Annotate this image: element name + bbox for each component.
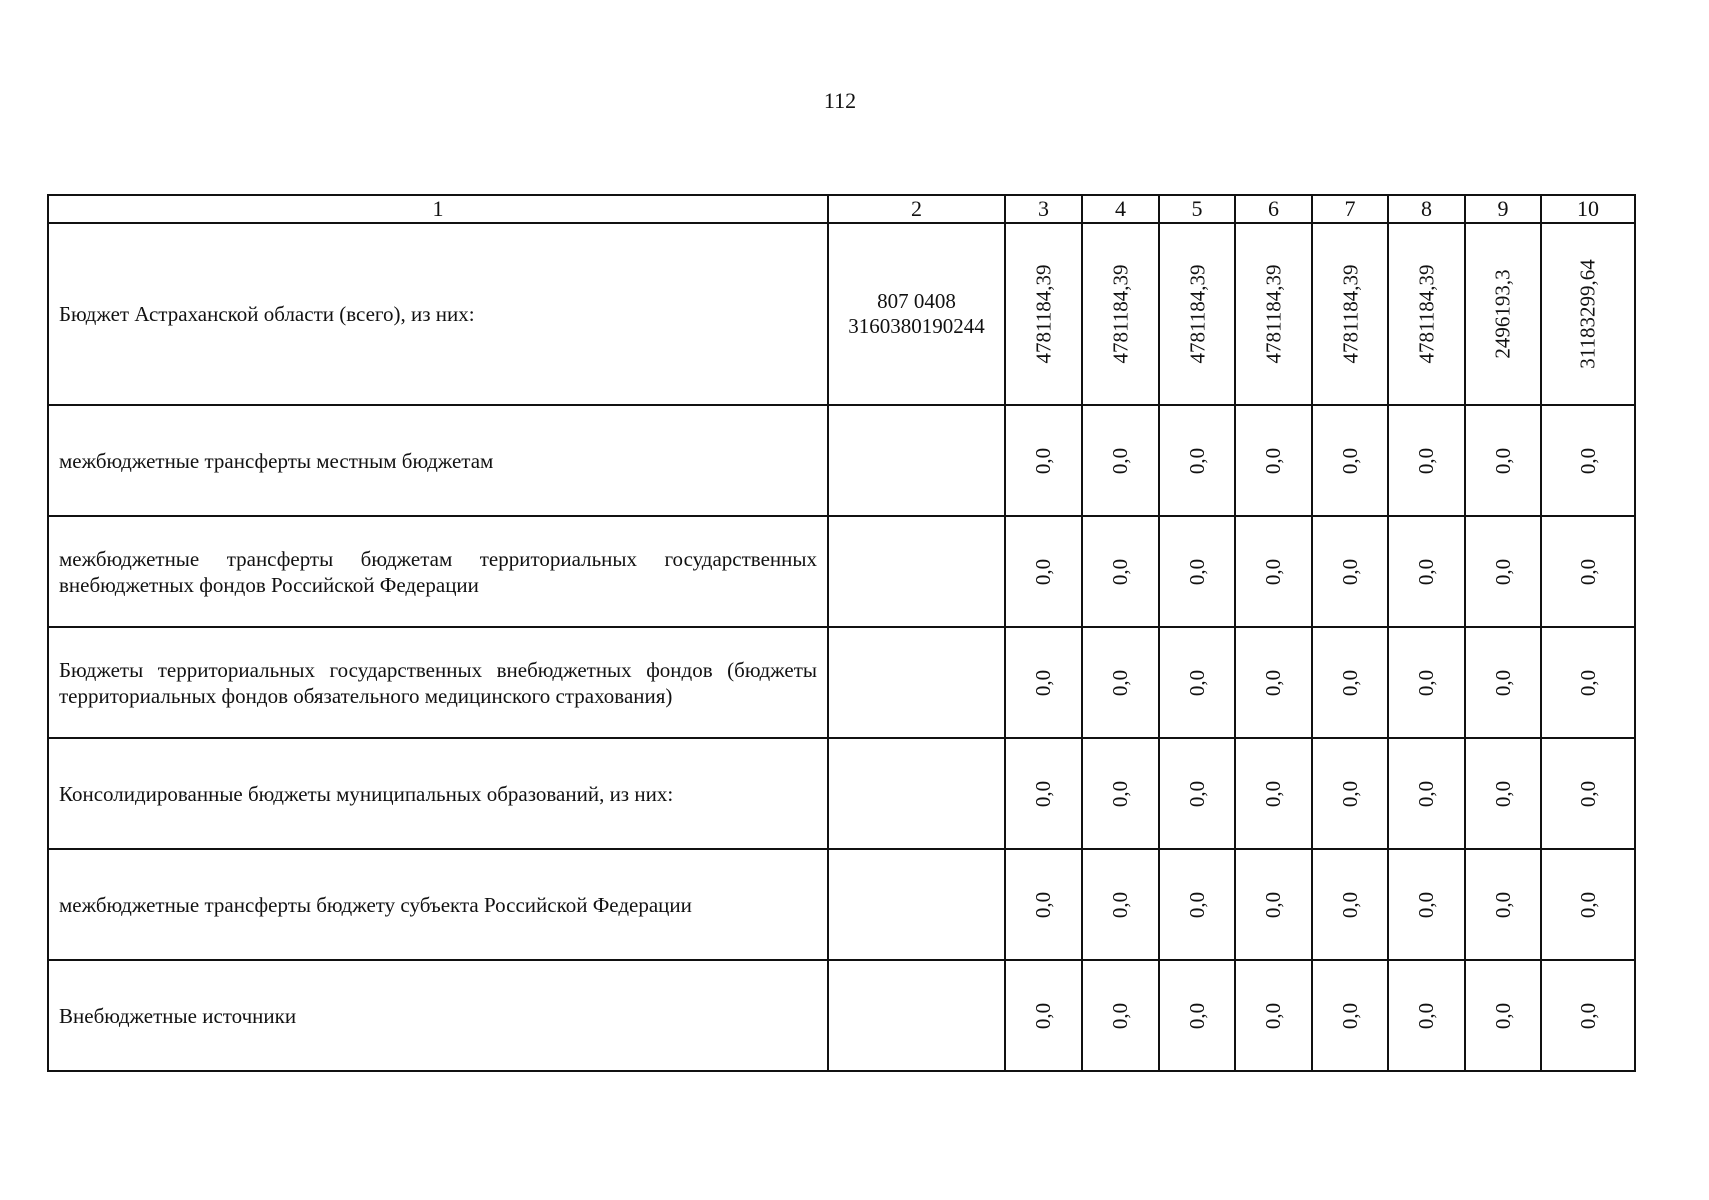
value-cell-col-4 [1082, 516, 1159, 627]
row-code-line1: 807 0408 [877, 289, 956, 313]
value-text: 0,0 [1185, 669, 1209, 696]
column-header-8: 8 [1388, 195, 1465, 223]
table-row [48, 405, 1635, 516]
value-text: 0,0 [1185, 447, 1209, 474]
value-text: 4781184,39 [1031, 264, 1056, 364]
value-text: 0,0 [1491, 780, 1515, 807]
value-text: 0,0 [1491, 669, 1515, 696]
value-text: 0,0 [1338, 1002, 1362, 1029]
value-text: 0,0 [1185, 1002, 1209, 1029]
value-text: 0,0 [1576, 669, 1600, 696]
table-row [48, 849, 1635, 960]
value-cell-col-10 [1541, 849, 1635, 960]
value-text: 0,0 [1108, 891, 1133, 918]
value-cell-col-6 [1235, 516, 1312, 627]
value-cell-col-7 [1312, 738, 1388, 849]
value-cell-col-9 [1465, 849, 1541, 960]
value-cell-col-3 [1005, 223, 1082, 405]
value-text: 0,0 [1491, 558, 1515, 585]
value-cell-col-10 [1541, 516, 1635, 627]
value-cell-col-6 [1235, 960, 1312, 1071]
value-text: 0,0 [1414, 669, 1439, 696]
value-cell-col-3 [1005, 849, 1082, 960]
value-text: 0,0 [1108, 669, 1133, 696]
value-text: 4781184,39 [1185, 264, 1210, 364]
value-cell-col-3 [1005, 516, 1082, 627]
value-cell-col-10 [1541, 960, 1635, 1071]
value-cell-col-8 [1388, 516, 1465, 627]
row-code [828, 738, 1005, 849]
value-text: 0,0 [1414, 891, 1439, 918]
value-cell-col-4 [1082, 405, 1159, 516]
value-cell-col-6 [1235, 405, 1312, 516]
table-row [48, 627, 1635, 738]
value-text: 0,0 [1031, 669, 1056, 696]
row-code-line2: 3160380190244 [848, 314, 985, 338]
row-name: Консолидированные бюджеты муниципальных образований, из них: [48, 738, 828, 849]
value-cell-col-7 [1312, 405, 1388, 516]
value-cell-col-4 [1082, 738, 1159, 849]
value-text: 0,0 [1576, 1002, 1600, 1029]
table-body [48, 223, 1635, 1071]
value-text: 0,0 [1031, 447, 1056, 474]
row-name: межбюджетные трансферты бюджету субъекта Российской Федерации [48, 849, 828, 960]
column-header-10: 10 [1541, 195, 1635, 223]
column-header-7: 7 [1312, 195, 1388, 223]
value-cell-col-4 [1082, 627, 1159, 738]
value-cell-col-10 [1541, 738, 1635, 849]
value-text: 0,0 [1338, 447, 1362, 474]
value-cell-col-8 [1388, 405, 1465, 516]
row-code [828, 516, 1005, 627]
value-cell-col-10 [1541, 627, 1635, 738]
value-cell-col-8 [1388, 960, 1465, 1071]
value-cell-col-6 [1235, 627, 1312, 738]
value-text: 0,0 [1261, 558, 1286, 585]
budget-table [47, 194, 1636, 1072]
value-cell-col-6 [1235, 223, 1312, 405]
value-text: 0,0 [1185, 558, 1209, 585]
value-text: 0,0 [1414, 780, 1439, 807]
row-code [828, 405, 1005, 516]
value-text: 0,0 [1338, 780, 1362, 807]
value-text: 0,0 [1576, 447, 1600, 474]
value-text: 4781184,39 [1261, 264, 1286, 364]
value-text: 0,0 [1031, 1002, 1056, 1029]
value-cell-col-5 [1159, 223, 1235, 405]
value-cell-col-4 [1082, 223, 1159, 405]
value-cell-col-10 [1541, 405, 1635, 516]
column-header-9: 9 [1465, 195, 1541, 223]
value-cell-col-4 [1082, 849, 1159, 960]
value-cell-col-5 [1159, 405, 1235, 516]
value-cell-col-9 [1465, 627, 1541, 738]
value-cell-col-6 [1235, 849, 1312, 960]
value-cell-col-7 [1312, 516, 1388, 627]
value-cell-col-8 [1388, 849, 1465, 960]
page-number: 112 [823, 88, 857, 113]
table-row [48, 516, 1635, 627]
value-text: 0,0 [1108, 447, 1133, 474]
value-text: 0,0 [1414, 558, 1439, 585]
row-name: Бюджеты территориальных государственных внебюджетных фондов (бюджеты территориальных фондов обязательного медицинского страхования) [48, 627, 828, 738]
value-cell-col-3 [1005, 627, 1082, 738]
value-text: 4781184,39 [1414, 264, 1439, 364]
value-text: 0,0 [1185, 780, 1209, 807]
value-cell-col-3 [1005, 738, 1082, 849]
value-text: 0,0 [1338, 558, 1362, 585]
row-name: межбюджетные трансферты местным бюджетам [48, 405, 828, 516]
value-cell-col-3 [1005, 960, 1082, 1071]
value-cell-col-5 [1159, 849, 1235, 960]
value-text: 0,0 [1185, 891, 1209, 918]
value-cell-col-5 [1159, 516, 1235, 627]
column-header-3: 3 [1005, 195, 1082, 223]
value-cell-col-6 [1235, 738, 1312, 849]
value-text: 4781184,39 [1338, 264, 1363, 364]
value-text: 0,0 [1108, 1002, 1133, 1029]
value-text: 0,0 [1338, 891, 1362, 918]
value-text: 0,0 [1261, 780, 1286, 807]
header-row [48, 195, 1635, 223]
value-text: 0,0 [1261, 1002, 1286, 1029]
row-code [828, 223, 1005, 405]
row-code [828, 627, 1005, 738]
value-text: 0,0 [1576, 780, 1600, 807]
value-text: 0,0 [1261, 447, 1286, 474]
row-code [828, 960, 1005, 1071]
value-text: 0,0 [1338, 669, 1362, 696]
value-cell-col-9 [1465, 223, 1541, 405]
value-text: 0,0 [1261, 891, 1286, 918]
value-cell-col-3 [1005, 405, 1082, 516]
value-text: 0,0 [1491, 447, 1515, 474]
value-cell-col-8 [1388, 738, 1465, 849]
value-cell-col-8 [1388, 223, 1465, 405]
value-cell-col-5 [1159, 738, 1235, 849]
value-cell-col-5 [1159, 627, 1235, 738]
value-text: 0,0 [1576, 558, 1600, 585]
value-text: 0,0 [1491, 1002, 1515, 1029]
value-cell-col-7 [1312, 960, 1388, 1071]
value-cell-col-7 [1312, 849, 1388, 960]
value-cell-col-9 [1465, 960, 1541, 1071]
column-header-2: 2 [828, 195, 1005, 223]
value-cell-col-9 [1465, 405, 1541, 516]
value-cell-col-4 [1082, 960, 1159, 1071]
value-text: 0,0 [1576, 891, 1600, 918]
value-text: 4781184,39 [1108, 264, 1133, 364]
table-row [48, 223, 1635, 405]
row-name: Бюджет Астраханской области (всего), из них: [48, 223, 828, 405]
column-header-6: 6 [1235, 195, 1312, 223]
row-name: Внебюджетные источники [48, 960, 828, 1071]
value-text: 2496193,3 [1491, 269, 1515, 359]
value-cell-col-7 [1312, 627, 1388, 738]
row-name: межбюджетные трансферты бюджетам территориальных государственных внебюджетных фондов Российской Федерации [48, 516, 828, 627]
value-cell-col-9 [1465, 738, 1541, 849]
value-text: 0,0 [1414, 447, 1439, 474]
value-cell-col-7 [1312, 223, 1388, 405]
value-text: 0,0 [1031, 891, 1056, 918]
column-header-1: 1 [48, 195, 828, 223]
table-row [48, 738, 1635, 849]
value-text: 0,0 [1261, 669, 1286, 696]
value-text: 0,0 [1491, 891, 1515, 918]
value-text: 0,0 [1031, 558, 1056, 585]
row-code [828, 849, 1005, 960]
value-text: 0,0 [1108, 558, 1133, 585]
value-text: 31183299,64 [1576, 259, 1601, 369]
value-cell-col-8 [1388, 627, 1465, 738]
value-cell-col-10 [1541, 223, 1635, 405]
value-text: 0,0 [1414, 1002, 1439, 1029]
value-cell-col-5 [1159, 960, 1235, 1071]
value-cell-col-9 [1465, 516, 1541, 627]
column-header-5: 5 [1159, 195, 1235, 223]
value-text: 0,0 [1031, 780, 1056, 807]
value-text: 0,0 [1108, 780, 1133, 807]
column-header-4: 4 [1082, 195, 1159, 223]
table-row [48, 960, 1635, 1071]
